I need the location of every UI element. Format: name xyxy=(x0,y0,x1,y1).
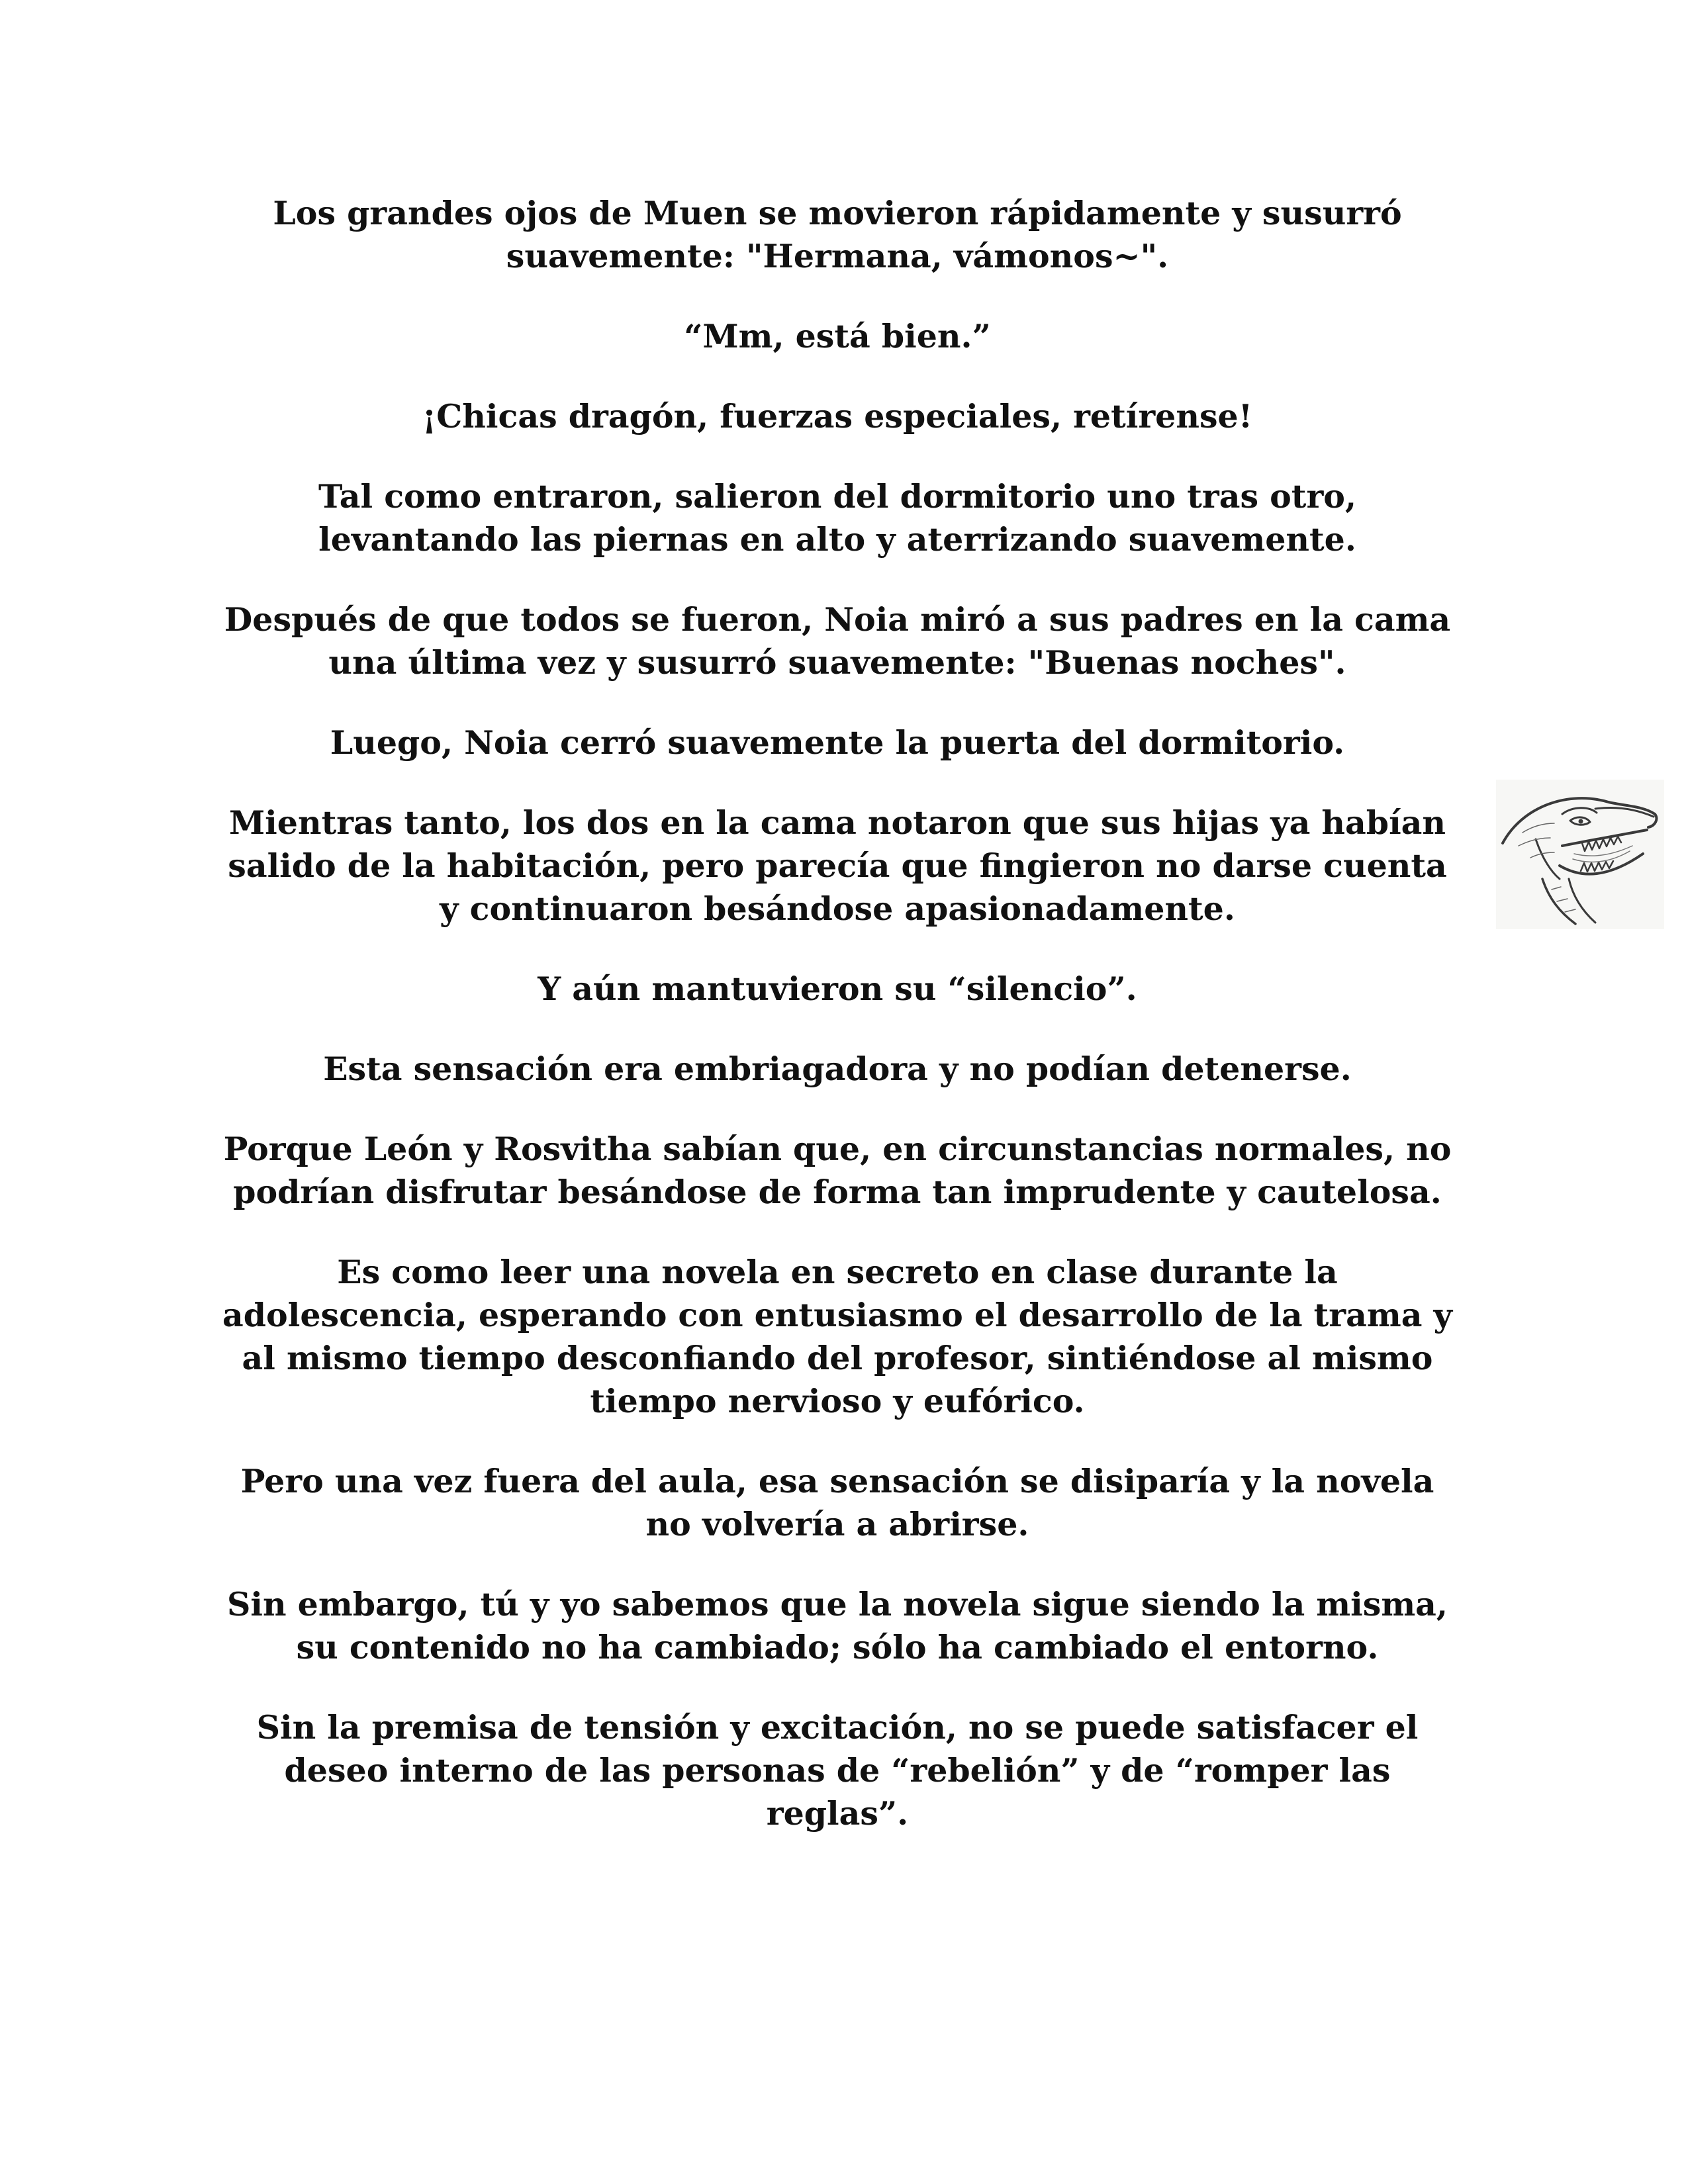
paragraph-13: Sin embargo, tú y yo sabemos que la novela sigue siendo la misma, su contenido no ha cambiado; sólo ha cambiado el entorno. xyxy=(227,1585,1448,1666)
paragraph-8: Y aún mantuvieron su “silencio”. xyxy=(538,970,1137,1008)
paragraph-2: “Mm, está bien.” xyxy=(684,317,991,355)
paragraph-12: Pero una vez fuera del aula, esa sensación se disiparía y la novela no volvería a abrirse. xyxy=(240,1462,1434,1543)
paragraph-6: Luego, Noia cerró suavemente la puerta del dormitorio. xyxy=(330,723,1345,762)
paragraph-10: Porque León y Rosvitha sabían que, en circunstancias normales, no podrían disfrutar besándose de forma tan imprudente y cautelosa. xyxy=(223,1130,1452,1211)
paragraph-7: Mientras tanto, los dos en la cama notaron que sus hijas ya habían salido de la habitación, pero parecía que fingieron no darse cuenta y continuaron besándose apasionadamente. xyxy=(228,803,1447,928)
paragraph-11: Es como leer una novela en secreto en clase durante la adolescencia, esperando con entusiasmo el desarrollo de la trama y al mismo tiempo desconfiando del profesor, sintiéndose al mismo tiempo nervioso y eufórico. xyxy=(222,1253,1452,1420)
paragraph-4: Tal como entraron, salieron del dormitorio uno tras otro, levantando las piernas en alto y aterrizando suavemente. xyxy=(318,477,1356,559)
paragraph-1: Los grandes ojos de Muen se movieron rápidamente y susurró suavemente: "Hermana, vámonos~". xyxy=(273,194,1402,275)
paragraph-5: Después de que todos se fueron, Noia miró a sus padres en la cama una última vez y susurró suavemente: "Buenas noches". xyxy=(224,600,1451,682)
dragon-head-sketch-icon xyxy=(1496,780,1664,929)
paragraph-3: ¡Chicas dragón, fuerzas especiales, retírense! xyxy=(422,397,1253,435)
paragraph-9: Esta sensación era embriagadora y no podían detenerse. xyxy=(323,1050,1352,1088)
story-text xyxy=(218,192,1456,1872)
paragraph-14: Sin la premisa de tensión y excitación, no se puede satisfacer el deseo interno de las personas de “rebelión” y de “romper las reglas”. xyxy=(256,1708,1419,1833)
